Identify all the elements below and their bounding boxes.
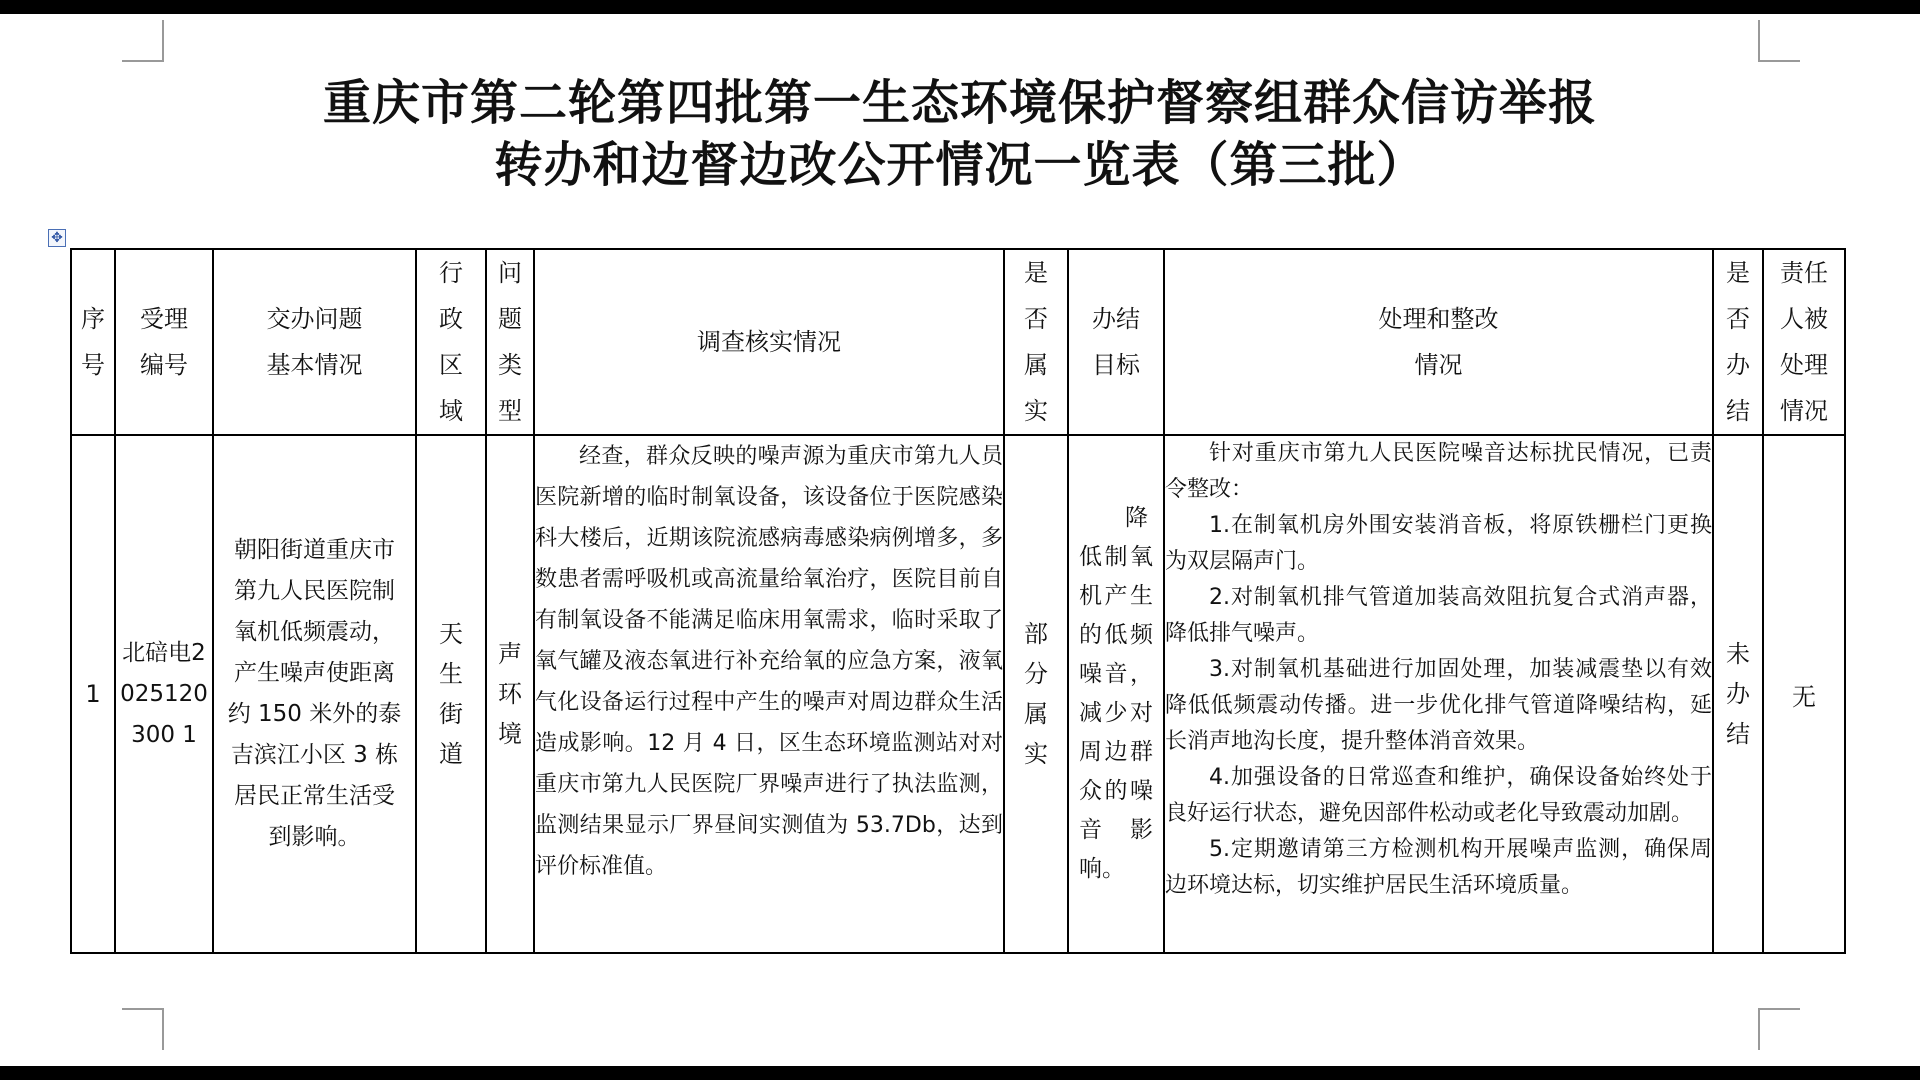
document-title-line-1: 重庆市第二轮第四批第一生态环境保护督察组群众信访举报 (322, 75, 1597, 131)
header-issue-basic: 交办问题 基本情况 (213, 249, 416, 435)
cell-accountability: 无 (1763, 435, 1845, 953)
cell-issue-type: 声环境 (486, 435, 534, 953)
header-handling: 处理和整改 情况 (1164, 249, 1713, 435)
handling-item: 2.对制氧机排气管道加装高效阻抗复合式消声器，降低排气噪声。 (1165, 585, 1712, 646)
handling-item: 1.在制氧机房外围安装消音板，将原铁栅栏门更换为双层隔声门。 (1165, 513, 1712, 574)
header-accountability: 责任人被处理情况 (1763, 249, 1845, 435)
page-corner-mark-bottom-right (1758, 1008, 1800, 1050)
handling-item: 5.定期邀请第三方检测机构开展噪声监测，确保周边环境达标，切实维护居民生活环境质量。 (1165, 837, 1712, 898)
cell-handling (1164, 435, 1713, 953)
header-investigation: 调查核实情况 (534, 249, 1004, 435)
cell-issue-basic: 朝阳街道重庆市第九人民医院制氧机低频震动，产生噪声使距离约 150 米外的泰吉滨江小区 3 栋居民正常生活受到影响。 (213, 435, 416, 953)
complaint-table (70, 248, 1846, 954)
header-completed: 是否办结 (1713, 249, 1763, 435)
table-header-row (71, 249, 1845, 435)
cell-verified: 部分属实 (1004, 435, 1068, 953)
cell-investigation: 经查，群众反映的噪声源为重庆市第九人员医院新增的临时制氧设备，该设备位于医院感染科大楼后，近期该院流感病毒感染病例增多，多数患者需呼吸机或高流量给氧治疗，医院目前自有制氧设备不能满足临床用氧需求，临时采取了氧气罐及液态氧进行补充给氧的应急方案，液氧气化设备运行过程中产生的噪声对周边群众生活造成影响。12 月 4 日，区生态环境监测站对对重庆市第九人民医院厂界噪声进行了执法监测，监测结果显示厂界昼间实测值为 53.7Db，达到评价标准值。 (534, 435, 1004, 953)
table-row (71, 435, 1845, 953)
window-bottom-edge (0, 1066, 1920, 1080)
cell-receipt-no: 北碚电2025120300 1 (115, 435, 213, 953)
header-district: 行政区域 (416, 249, 486, 435)
document-title-line-2: 转办和边督边改公开情况一览表（第三批） (494, 137, 1426, 193)
header-goal: 办结 目标 (1068, 249, 1164, 435)
handling-item: 4.加强设备的日常巡查和维护，确保设备始终处于良好运行状态，避免因部件松动或老化导致震动加剧。 (1165, 765, 1712, 826)
page-corner-mark-bottom-left (122, 1008, 164, 1050)
cell-completed: 未办结 (1713, 435, 1763, 953)
header-receipt-no: 受理编号 (115, 249, 213, 435)
header-issue-type: 问题类型 (486, 249, 534, 435)
handling-intro: 针对重庆市第九人民医院噪音达标扰民情况，已责令整改： (1165, 441, 1712, 502)
page-corner-mark-top-right (1758, 20, 1800, 62)
handling-item: 3.对制氧机基础进行加固处理，加装减震垫以有效降低低频震动传播。进一步优化排气管道降噪结构，延长消声地沟长度，提升整体消音效果。 (1165, 657, 1712, 754)
cell-district: 天生街道 (416, 435, 486, 953)
cell-goal: 降低制氧机产生的低频噪音，减少对周边群众的噪音影响。 (1068, 435, 1164, 953)
header-seq: 序号 (71, 249, 115, 435)
window-top-edge (0, 0, 1920, 14)
table-move-handle-icon[interactable]: ✥ (48, 229, 66, 247)
page-corner-mark-top-left (122, 20, 164, 62)
cell-seq: 1 (71, 435, 115, 953)
header-verified: 是否属实 (1004, 249, 1068, 435)
